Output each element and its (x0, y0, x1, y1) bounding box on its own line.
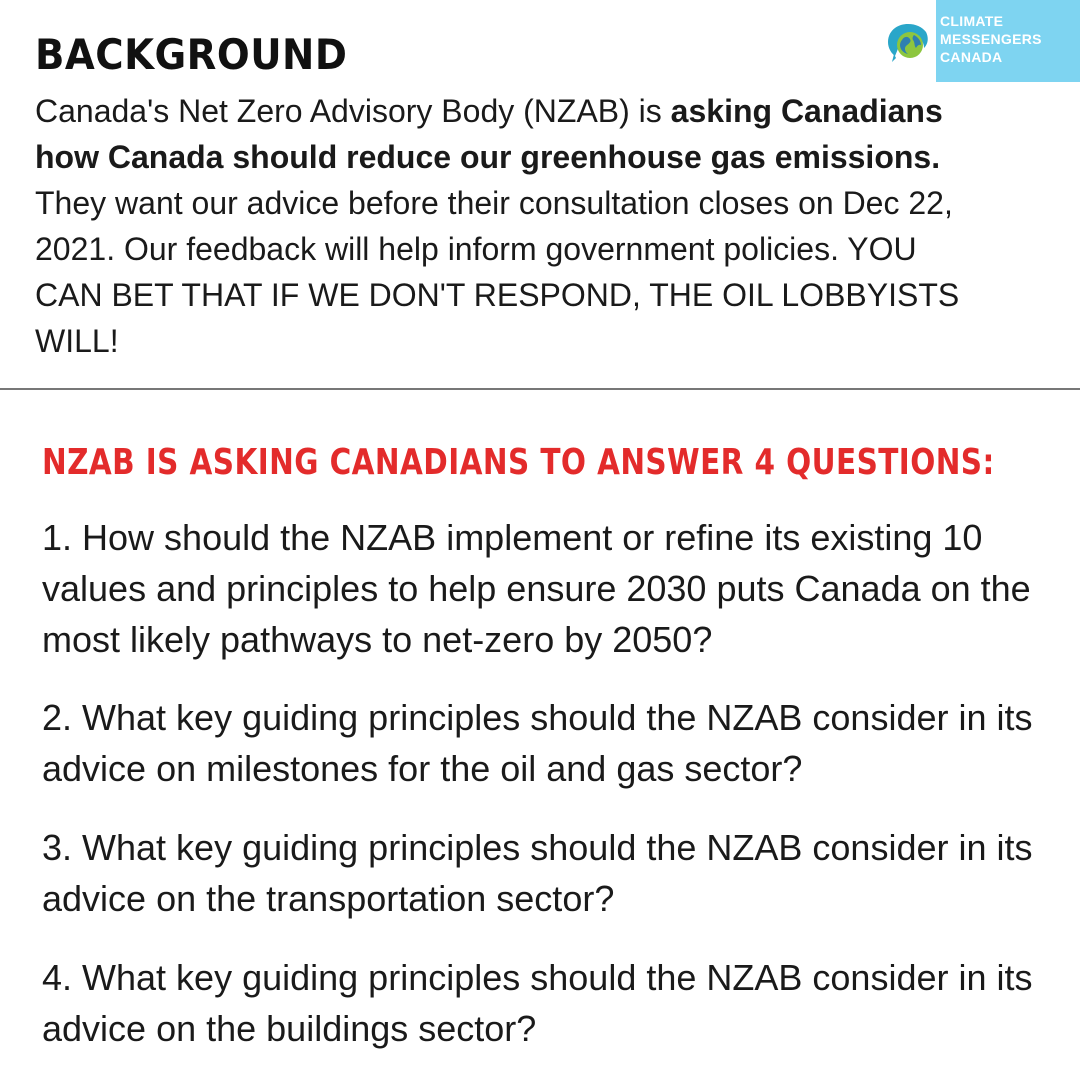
logo-line-canada: CANADA (940, 49, 1003, 65)
section-divider (0, 388, 1080, 390)
background-heading: BACKGROUND (35, 30, 348, 79)
intro-text-regular-continued: They want our advice before their consultation closes on Dec 22, 2021. Our feedback will help inform government policies. YOU CAN BET THAT IF WE DON'T RESPOND, THE OIL LOBBYISTS WILL! (35, 185, 960, 359)
logo-line-climate: CLIMATE (940, 13, 1004, 29)
intro-text-regular: Canada's Net Zero Advisory Body (NZAB) is (35, 93, 671, 129)
climate-messengers-logo (936, 0, 1080, 82)
question-3: 3. What key guiding principles should the NZAB consider in its advice on the transportation sector? (42, 827, 1033, 919)
question-2: 2. What key guiding principles should the NZAB consider in its advice on milestones for the oil and gas sector? (42, 697, 1033, 789)
question-1: 1. How should the NZAB implement or refine its existing 10 values and principles to help ensure 2030 puts Canada on the most likely pathways to net-zero by 2050? (42, 517, 1031, 660)
intro-text-bold: asking Canadians how Canada should reduce our greenhouse gas emissions. (35, 93, 943, 175)
questions-heading: NZAB IS ASKING CANADIANS TO ANSWER 4 QUESTIONS: (42, 442, 995, 483)
background-intro (35, 88, 965, 364)
globe-speech-bubble-icon (886, 22, 930, 62)
question-4: 4. What key guiding principles should the NZAB consider in its advice on the buildings sector? (42, 957, 1033, 1049)
logo-wordmark (940, 12, 1042, 66)
logo-line-messengers: MESSENGERS (940, 31, 1042, 47)
